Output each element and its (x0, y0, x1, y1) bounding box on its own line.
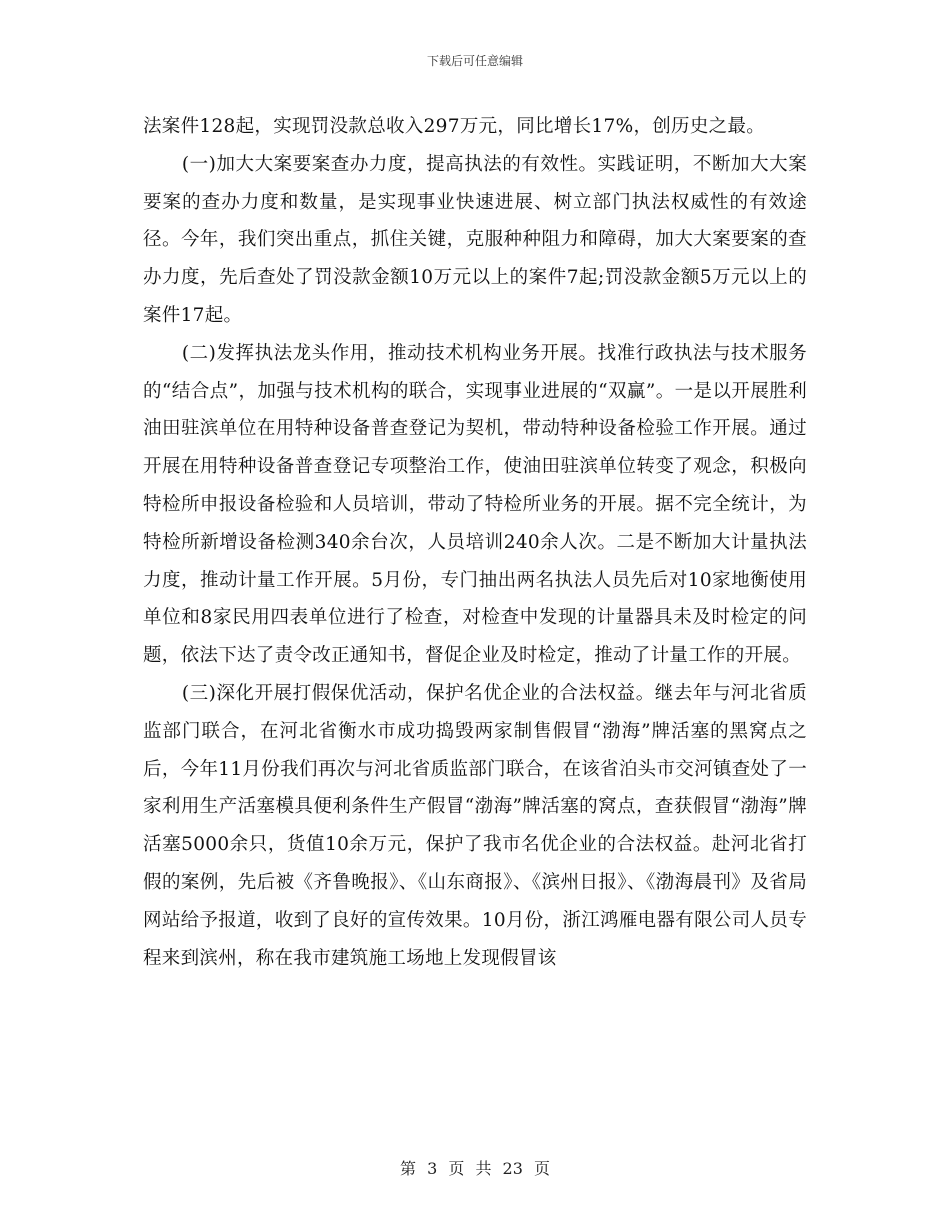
paragraph-2: (一)加大大案要案查办力度，提高执法的有效性。实践证明，不断加大大案要案的查办力度和数量，是实现事业快速进展、树立部门执法权威性的有效途径。今年，我们突出重点，抓住关键，克服种种阻力和障碍，加大大案要案的查办力度，先后查处了罚没款金额10万元以上的案件7起;罚没款金额5万元以上的案件17起。 (143, 153, 807, 326)
paragraph-3: (二)发挥执法龙头作用，推动技术机构业务开展。找准行政执法与技术服务的“结合点”，加强与技术机构的联合，实现事业进展的“双赢”。一是以开展胜利油田驻滨单位在用特种设备普查登记为契机，带动特种设备检验工作开展。通过开展在用特种设备普查登记专项整治工作，使油田驻滨单位转变了观念，积极向特检所申报设备检验和人员培训，带动了特检所业务的开展。据不完全统计，为特检所新增设备检测340余台次，人员培训240余人次。二是不断加大计量执法力度，推动计量工作开展。5月份，专门抽出两名执法人员先后对10家地衡使用单位和8家民用四表单位进行了检查，对检查中发现的计量器具未及时检定的问题，依法下达了责令改正通知书，督促企业及时检定，推动了计量工作的开展。 (143, 342, 807, 667)
page-header-note: 下载后可任意编辑 (426, 54, 523, 68)
document-body (143, 108, 807, 977)
page-number-footer: 第 3 页 共 23 页 (400, 1159, 550, 1178)
paragraph-1: 法案件128起，实现罚没款总收入297万元，同比增长17%，创历史之最。 (143, 116, 766, 137)
paragraph-4: (三)深化开展打假保优活动，保护名优企业的合法权益。继去年与河北省质监部门联合，在河北省衡水市成功捣毁两家制售假冒“渤海”牌活塞的黑窝点之后，今年11月份我们再次与河北省质监部门联合，在该省泊头市交河镇查处了一家利用生产活塞模具便利条件生产假冒“渤海”牌活塞的窝点，查获假冒“渤海”牌活塞5000余只，货值10余万元，保护了我市名优企业的合法权益。赴河北省打假的案例，先后被《齐鲁晚报》、《山东商报》、《滨州日报》、《渤海晨刊》及省局网站给予报道，收到了良好的宣传效果。10月份，浙江鸿雁电器有限公司人员专程来到滨州，称在我市建筑施工场地上发现假冒该 (143, 682, 807, 969)
